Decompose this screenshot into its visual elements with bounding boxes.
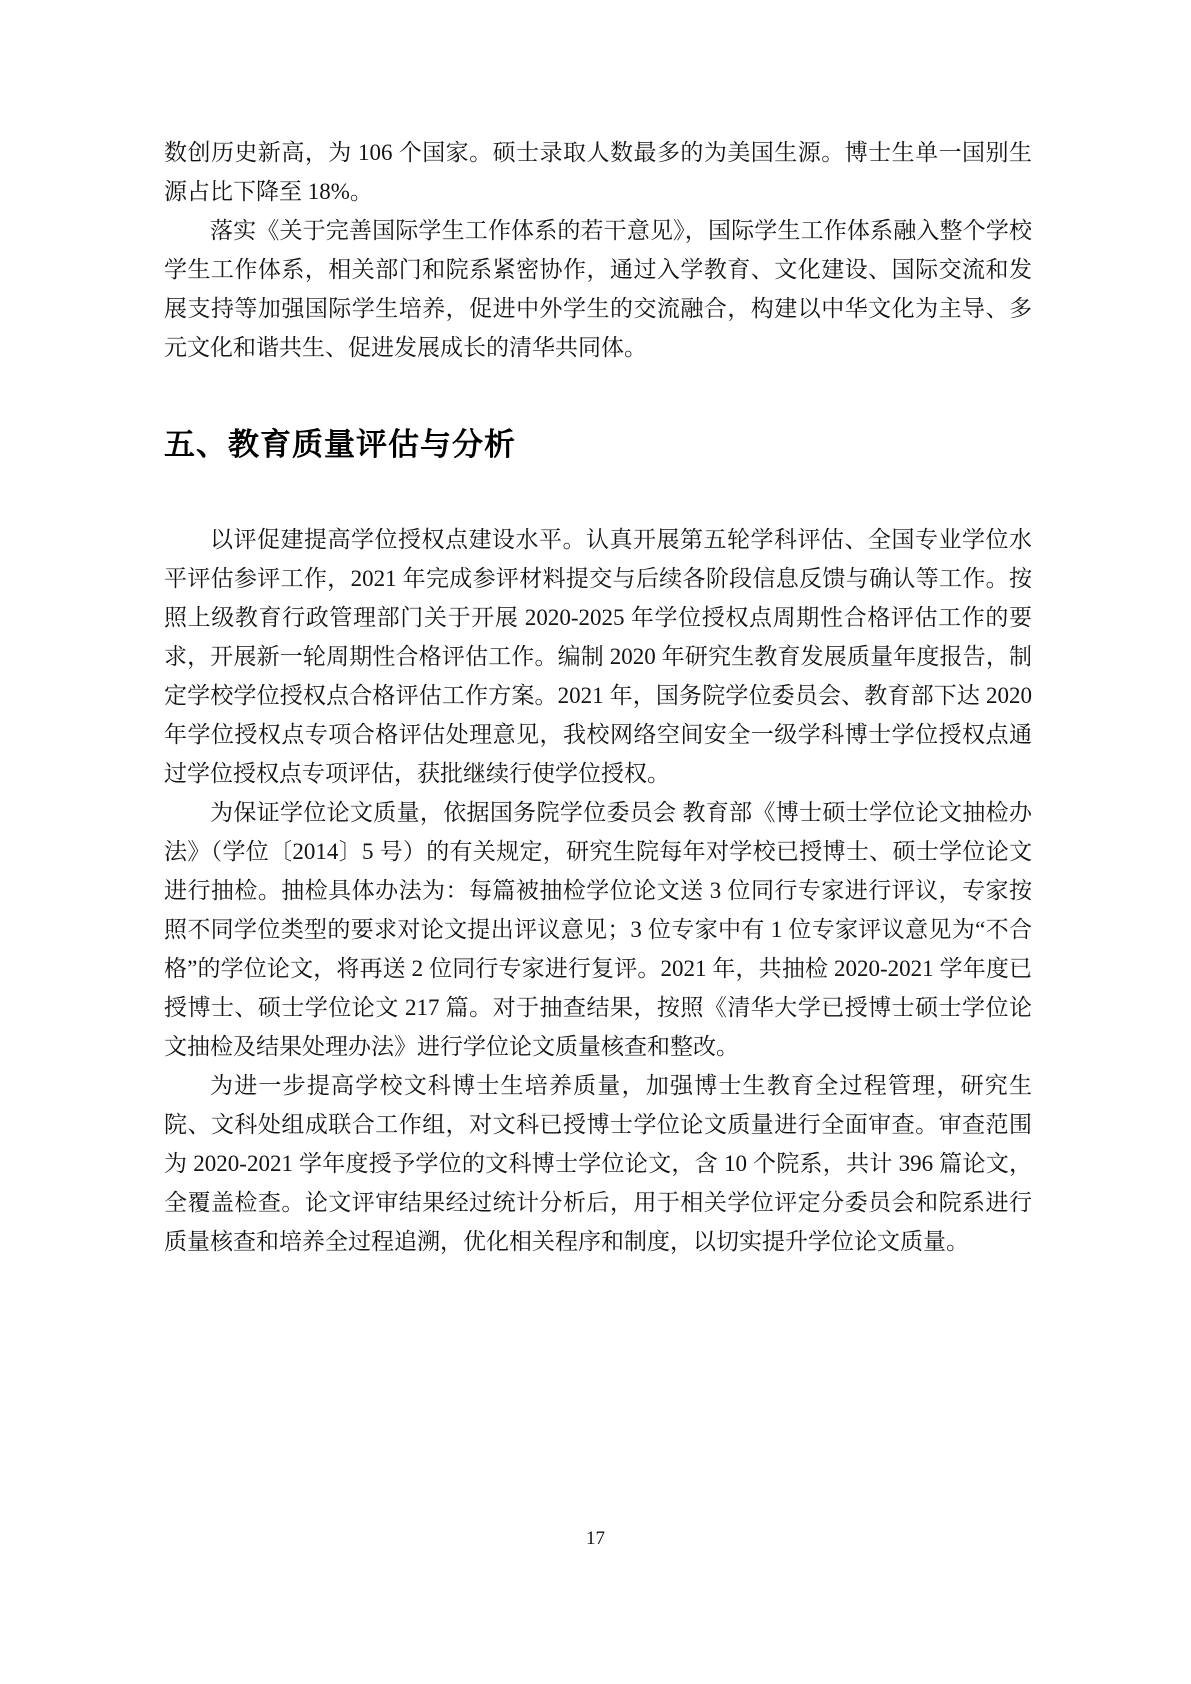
page-content — [164, 133, 1032, 1261]
section-heading: 五、教育质量评估与分析 — [164, 427, 516, 462]
paragraph-evaluation: 以评促建提高学位授权点建设水平。认真开展第五轮学科评估、全国专业学位水平评估参评工作，2021 年完成参评材料提交与后续各阶段信息反馈与确认等工作。按照上级教育行政管理部门关于开展 2020-2025 年学位授权点周期性合格评估工作的要求，开展新一轮周期性合格评估工作。编制 2020 年研究生教育发展质量年度报告，制定学校学位授权点合格评估工作方案。2021 年，国务院学位委员会、教育部下达 2020 年学位授权点专项合格评估处理意见，我校网络空间安全一级学科博士学位授权点通过学位授权点专项评估，获批继续行使学位授权。 — [164, 527, 1032, 786]
paragraph-continuation: 数创历史新高，为 106 个国家。硕士录取人数最多的为美国生源。博士生单一国别生源占比下降至 18%。 — [164, 140, 1032, 204]
paragraph-intl-students: 落实《关于完善国际学生工作体系的若干意见》，国际学生工作体系融入整个学校学生工作体系，相关部门和院系紧密协作，通过入学教育、文化建设、国际交流和发展支持等加强国际学生培养，促进中外学生的交流融合，构建以中华文化为主导、多元文化和谐共生、促进发展成长的清华共同体。 — [164, 218, 1032, 360]
paragraph-thesis-sampling: 为保证学位论文质量，依据国务院学位委员会 教育部《博士硕士学位论文抽检办法》（学位〔2014〕5 号）的有关规定，研究生院每年对学校已授博士、硕士学位论文进行抽检。抽检具体办法为：每篇被抽检学位论文送 3 位同行专家进行评议，专家按照不同学位类型的要求对论文提出评议意见；3 位专家中有 1 位专家评议意见为“不合格”的学位论文，将再送 2 位同行专家进行复评。2021 年，共抽检 2020-2021 学年度已授博士、硕士学位论文 217 篇。对于抽查结果，按照《清华大学已授博士硕士学位论文抽检及结果处理办法》进行学位论文质量核查和整改。 — [164, 800, 1032, 1059]
paragraph-liberal-arts-review: 为进一步提高学校文科博士生培养质量，加强博士生教育全过程管理，研究生院、文科处组成联合工作组，对文科已授博士学位论文质量进行全面审查。审查范围为 2020-2021 学年度授予学位的文科博士学位论文，含 10 个院系，共计 396 篇论文，全覆盖检查。论文评审结果经过统计分析后，用于相关学位评定分委员会和院系进行质量核查和培养全过程追溯，优化相关程序和制度，以切实提升学位论文质量。 — [164, 1073, 1032, 1254]
page-number: 17 — [586, 1528, 605, 1549]
